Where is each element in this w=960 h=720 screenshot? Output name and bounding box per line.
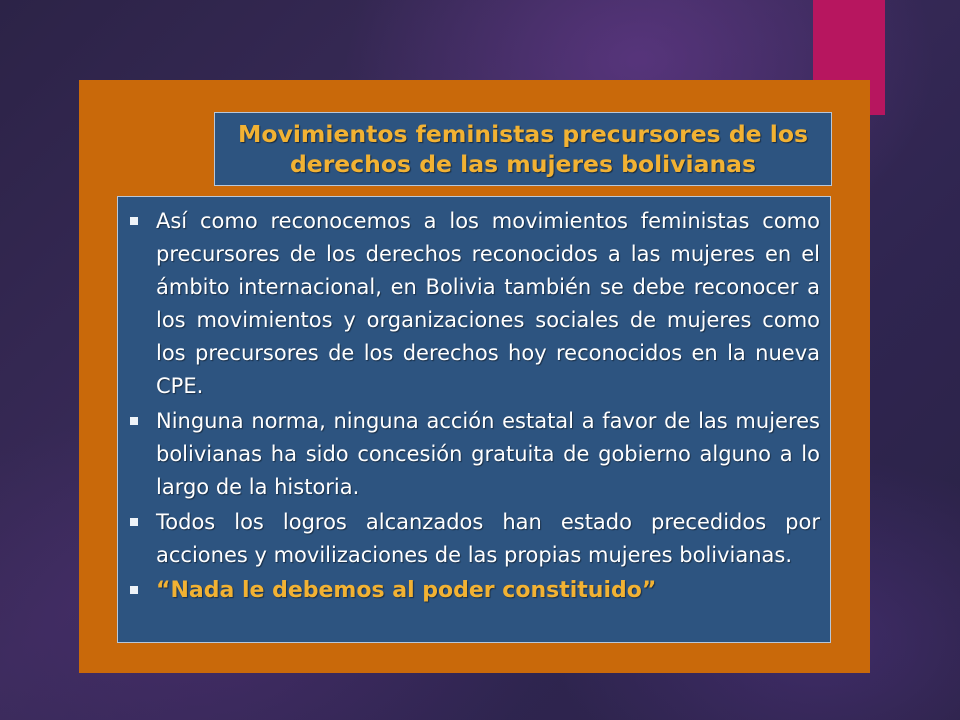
bullet-text-quote: “Nada le debemos al poder constituido” bbox=[156, 578, 657, 603]
title-box bbox=[214, 112, 832, 186]
bullet-text: Así como reconocemos a los movimientos feministas como precursores de los derechos reconocidos a las mujeres en el ámbito internacional, en Bolivia también se debe reconocer a los movimientos y organizaciones sociales de mujeres como los precursores de los derechos hoy reconocidos en la nueva CPE. bbox=[156, 209, 820, 398]
content-box bbox=[117, 196, 831, 643]
square-bullet-icon bbox=[130, 417, 138, 425]
square-bullet-icon bbox=[130, 217, 138, 225]
bullet-item bbox=[128, 506, 820, 572]
slide-title: Movimientos feministas precursores de los derechos de las mujeres bolivianas bbox=[238, 120, 808, 178]
square-bullet-icon bbox=[130, 586, 138, 594]
square-bullet-icon bbox=[130, 518, 138, 526]
bullet-text: Todos los logros alcanzados han estado precedidos por acciones y movilizaciones de las propias mujeres bolivianas. bbox=[156, 510, 820, 567]
bullet-item bbox=[128, 405, 820, 504]
bullet-item-quote bbox=[128, 574, 820, 607]
bullet-list bbox=[128, 205, 820, 607]
bullet-text: Ninguna norma, ninguna acción estatal a favor de las mujeres bolivianas ha sido concesión gratuita de gobierno alguno a lo largo de la historia. bbox=[156, 409, 820, 499]
bullet-item bbox=[128, 205, 820, 403]
